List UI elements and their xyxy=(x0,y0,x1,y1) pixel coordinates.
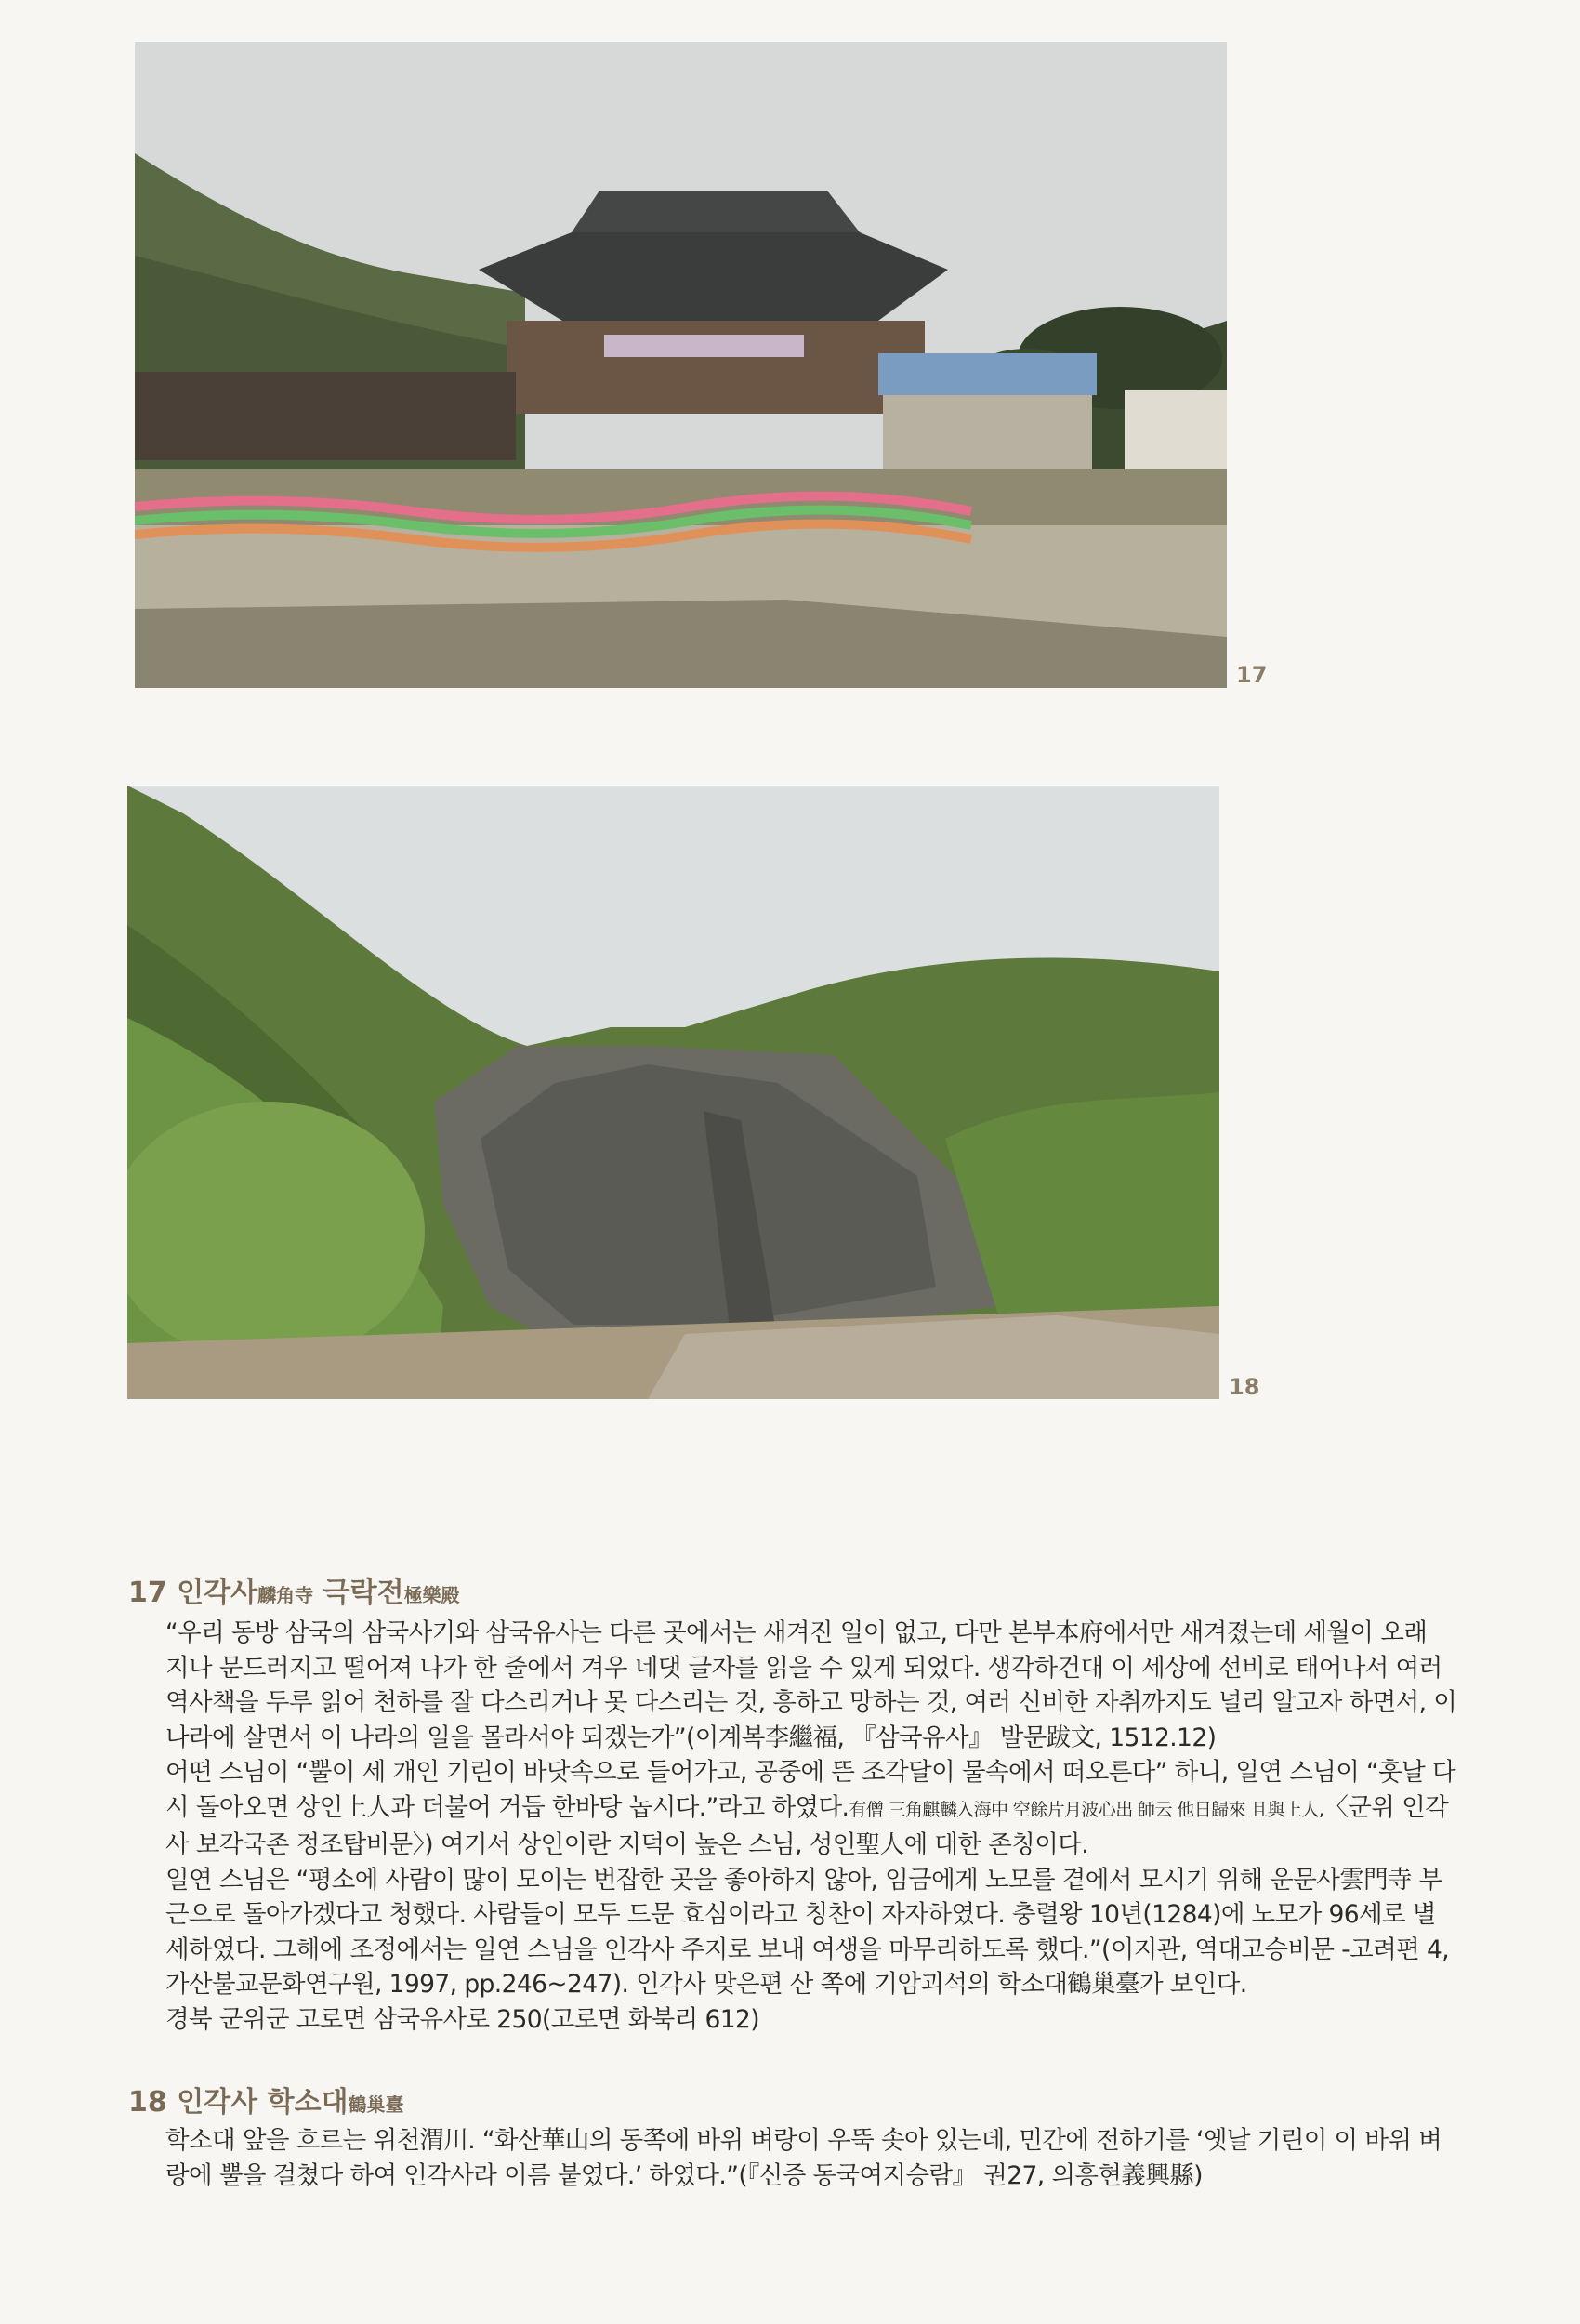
caption-title-hanja: 鶴巢臺 xyxy=(348,2093,404,2116)
caption-18-title xyxy=(128,2079,404,2119)
caption-paragraph: 학소대 앞을 흐르는 위천渭川. “화산華山의 동쪽에 바위 벼랑이 우뚝 솟아 있는데, 민간에 전하기를 ‘옛날 기린이 이 바위 벼랑에 뿔을 걸쳤다 하여 인각사라 이름 붙였다.’ 하였다.”(『신증 동국여지승람』 권27, 의흥현義興縣) xyxy=(165,2126,1442,2190)
caption-text: 〈군위 인각사 보각국존 정조탑비문〉) 여기서 상인이란 지덕이 높은 스님, 성인聖人에 대한 존칭이다. xyxy=(165,1792,1449,1859)
caption-number: 17 xyxy=(128,1577,167,1609)
caption-paragraph xyxy=(165,1755,1457,1863)
caption-hanja-quote: 有僧 三角麒麟入海中 空餘片月波心出 師云 他日歸來 且與上人, xyxy=(849,1799,1324,1820)
caption-title: 극락전 xyxy=(323,1577,404,1609)
caption-address: 경북 군위군 고로면 삼국유사로 250(고로면 화북리 612) xyxy=(165,2004,759,2034)
caption-title: 인각사 학소대 xyxy=(177,2086,349,2119)
figure-number: 18 xyxy=(1229,1374,1260,1400)
caption-number: 18 xyxy=(128,2086,167,2119)
caption-title-hanja: 麟角寺 xyxy=(257,1584,314,1606)
caption-17-title xyxy=(128,1569,460,1610)
photo-18-cliff xyxy=(127,786,1219,1399)
caption-paragraph: “우리 동방 삼국의 삼국사기와 삼국유사는 다른 곳에서는 새겨진 일이 없고, 다만 본부本府에서만 새겨졌는데 세월이 오래 지나 문드러지고 떨어져 나가 한 줄에서 겨우 네댓 글자를 읽을 수 있게 되었다. 생각하건대 이 세상에 선비로 태어나서 여러 역사책을 두루 읽어 천하를 잘 다스리거나 못 다스리는 것, 흥하고 망하는 것, 여러 신비한 자취까지도 널리 알고자 하면서, 이 나라에 살면서 이 나라의 일을 몰라서야 되겠는가”(이계복李繼福, 『삼국유사』 발문跋文, 1512.12) xyxy=(165,1618,1457,1752)
caption-title-hanja: 極樂殿 xyxy=(403,1584,460,1606)
figure-number: 17 xyxy=(1236,662,1268,688)
caption-17-body xyxy=(165,1616,1457,2037)
caption-text: 어떤 스님이 “뿔이 세 개인 기린이 바닷속으로 들어가고, 공중에 뜬 조각달이 물속에서 떠오른다” 하니, 일연 스님이 “훗날 다시 돌아오면 상인上人과 더불어 거듭 한바탕 놉시다.”라고 하였다. xyxy=(165,1758,1455,1822)
photo-17-temple xyxy=(135,42,1227,688)
caption-title: 인각사 xyxy=(177,1577,258,1609)
caption-18-body xyxy=(165,2123,1457,2193)
caption-paragraph: 일연 스님은 “평소에 사람이 많이 모이는 번잡한 곳을 좋아하지 않아, 임금에게 노모를 곁에서 모시기 위해 운문사雲門寺 부근으로 돌아가겠다고 청했다. 사람들이 모두 드문 효심이라고 칭찬이 자자하였다. 충렬왕 10년(1284)에 노모가 96세로 별세하였다. 그해에 조정에서는 일연 스님을 인각사 주지로 보내 여생을 마무리하도록 했다.”(이지관, 역대고승비문 -고려편 4, 가산불교문화연구원, 1997, pp.246~247). 인각사 맞은편 산 쪽에 기암괴석의 학소대鶴巢臺가 보인다. xyxy=(165,1865,1450,1999)
